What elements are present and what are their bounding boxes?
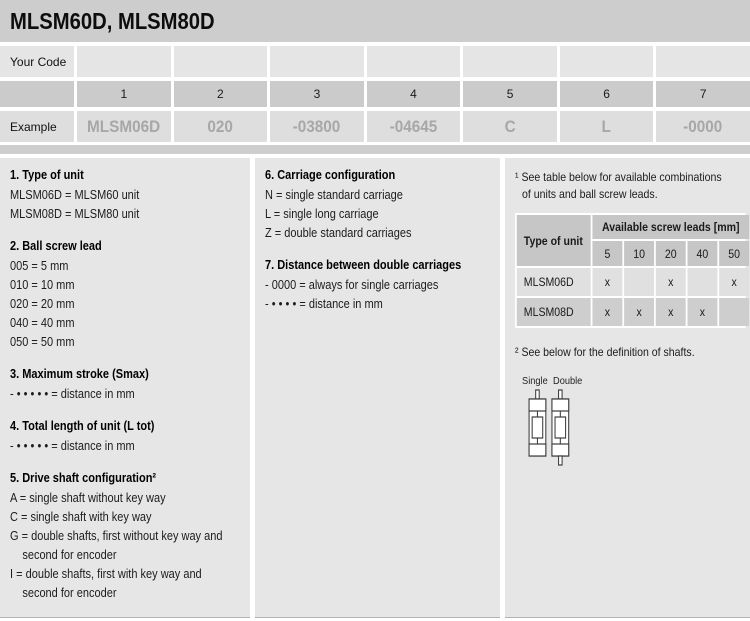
footnote-2: ² See below for the definition of shafts. — [515, 345, 695, 359]
example-value-7 — [656, 111, 750, 142]
legend-line: C = single shaft with key way — [10, 510, 152, 524]
mark-mlsm06d-50: x — [719, 268, 749, 296]
unit-row-mlsm08d: MLSM08D — [517, 298, 591, 326]
separator-strip — [0, 145, 750, 154]
legend-line: L = single long carriage — [265, 207, 379, 221]
legend-line: 050 = 50 mm — [10, 335, 75, 349]
legend-line: second for encoder — [22, 548, 117, 562]
legend-line: A = single shaft without key way — [10, 491, 166, 505]
example-code-5: C — [504, 116, 516, 136]
lead-col-20: 20 — [656, 241, 686, 266]
legend-line: N = single standard carriage — [265, 188, 403, 202]
legend-line: I = double shafts, first with key way and — [10, 567, 202, 581]
code-number-corner — [0, 81, 74, 107]
your-code-cell-1 — [77, 46, 171, 77]
panel-legend-6-7 — [255, 158, 500, 618]
your-code-cell-3 — [270, 46, 364, 77]
legend-line: second for encoder — [22, 586, 117, 600]
shaft-diagrams — [526, 389, 575, 469]
section-6-heading: 6. Carriage configuration — [265, 168, 396, 182]
legend-line: G = double shafts, first without key way and — [10, 529, 223, 543]
shaft-diagram-labels — [522, 375, 740, 387]
example-code-1: MLSM06D — [87, 116, 161, 136]
lead-col-10: 10 — [624, 241, 654, 266]
page-title: MLSM60D, MLSM80D — [10, 7, 215, 34]
lead-col-5: 5 — [592, 241, 622, 266]
mark-mlsm08d-20: x — [656, 298, 686, 326]
mark-mlsm06d-10 — [624, 268, 654, 296]
leads-table-corner-header: Type of unit — [517, 215, 591, 266]
legend-line: - 0000 = always for single carriages — [265, 278, 439, 292]
legend-line: 005 = 5 mm — [10, 259, 69, 273]
code-position-7: 7 — [656, 81, 750, 107]
mark-mlsm08d-40: x — [687, 298, 717, 326]
section-4-heading: 4. Total length of unit (L tot) — [10, 419, 155, 433]
ordering-code-table — [0, 46, 750, 142]
code-position-3: 3 — [270, 81, 364, 107]
example-value-2 — [174, 111, 268, 142]
mark-mlsm08d-5: x — [592, 298, 622, 326]
code-position-6: 6 — [560, 81, 654, 107]
example-value-5 — [463, 111, 557, 142]
example-code-6: L — [601, 116, 612, 136]
section-7-heading: 7. Distance between double carriages — [265, 258, 462, 272]
legend-line: MLSM06D = MLSM60 unit — [10, 188, 140, 202]
title-bar — [0, 0, 750, 42]
legend-line: - • • • • • = distance in mm — [10, 439, 135, 453]
code-position-1: 1 — [77, 81, 171, 107]
single-shaft-icon — [529, 390, 546, 456]
code-position-5: 5 — [463, 81, 557, 107]
your-code-cell-4 — [367, 46, 461, 77]
lead-col-40: 40 — [687, 241, 717, 266]
legend-line: 010 = 10 mm — [10, 278, 75, 292]
example-code-2: 020 — [207, 116, 234, 136]
code-position-4: 4 — [367, 81, 461, 107]
screw-leads-table — [515, 213, 746, 328]
double-shaft-icon — [552, 390, 569, 465]
your-code-cell-2 — [174, 46, 268, 77]
example-code-7: -0000 — [683, 116, 723, 136]
code-position-2: 2 — [174, 81, 268, 107]
example-value-6 — [560, 111, 654, 142]
section-1-heading: 1. Type of unit — [10, 168, 84, 182]
leads-table-group-header: Available screw leads [mm] — [592, 215, 749, 239]
legend-panels — [0, 158, 750, 618]
mark-mlsm08d-10: x — [624, 298, 654, 326]
legend-line: 040 = 40 mm — [10, 316, 75, 330]
your-code-cell-6 — [560, 46, 654, 77]
example-code-4: -04645 — [389, 116, 438, 136]
example-label: Example — [0, 111, 74, 142]
example-value-3 — [270, 111, 364, 142]
double-shaft-label: Double — [553, 375, 583, 387]
section-3-heading: 3. Maximum stroke (Smax) — [10, 367, 149, 381]
mark-mlsm06d-5: x — [592, 268, 622, 296]
panel-legend-1-5 — [0, 158, 250, 618]
lead-col-50: 50 — [719, 241, 749, 266]
panel-notes — [505, 158, 750, 618]
section-5-heading: 5. Drive shaft configuration² — [10, 471, 157, 485]
unit-row-mlsm06d: MLSM06D — [517, 268, 591, 296]
example-value-4 — [367, 111, 461, 142]
legend-line: Z = double standard carriages — [265, 226, 412, 240]
your-code-label: Your Code — [0, 46, 74, 77]
footnote-1: ¹ See table below for available combinations of units and ball screw leads. — [515, 170, 722, 201]
example-value-1 — [77, 111, 171, 142]
mark-mlsm08d-50 — [719, 298, 749, 326]
example-code-3: -03800 — [293, 116, 341, 136]
single-shaft-label: Single — [522, 375, 548, 387]
your-code-cell-7 — [656, 46, 750, 77]
legend-line: MLSM08D = MLSM80 unit — [10, 207, 140, 221]
legend-line: 020 = 20 mm — [10, 297, 75, 311]
your-code-cell-5 — [463, 46, 557, 77]
mark-mlsm06d-40 — [687, 268, 717, 296]
legend-line: - • • • • • = distance in mm — [10, 387, 135, 401]
legend-line: - • • • • = distance in mm — [265, 297, 383, 311]
section-2-heading: 2. Ball screw lead — [10, 239, 102, 253]
mark-mlsm06d-20: x — [656, 268, 686, 296]
